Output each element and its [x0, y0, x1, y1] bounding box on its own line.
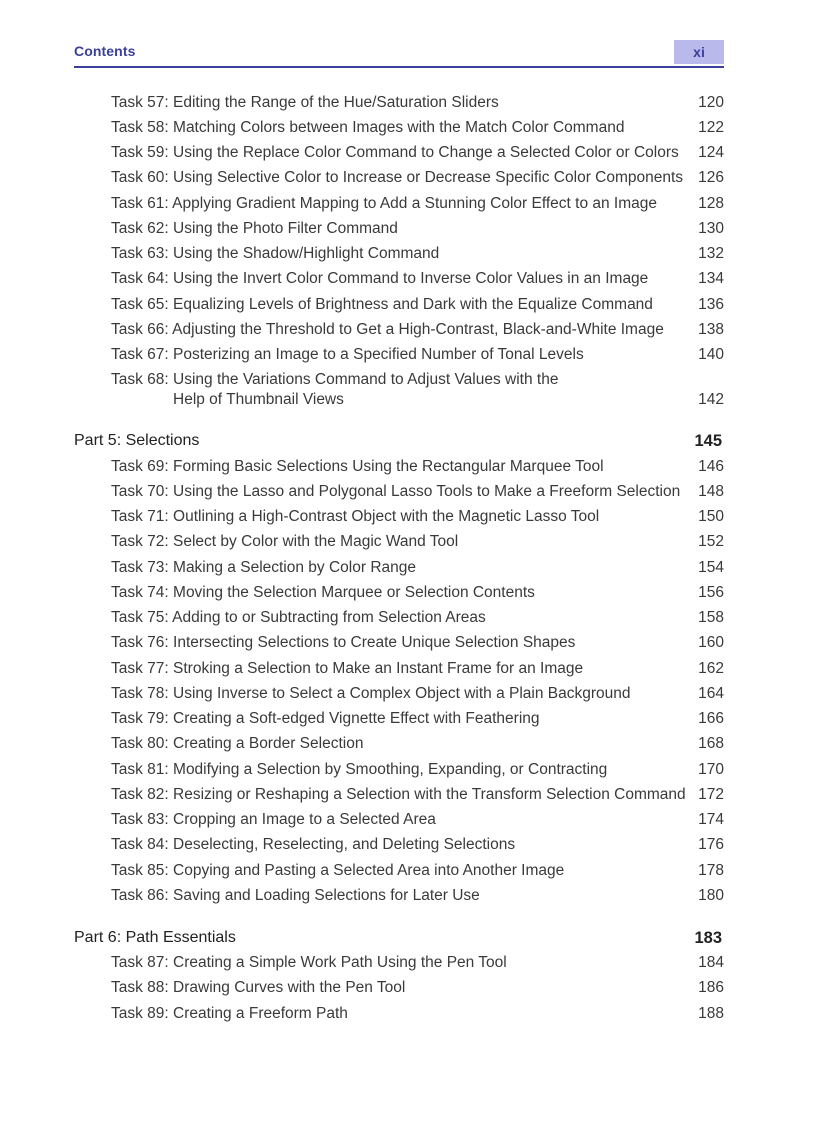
- toc-entry-page: 156: [698, 584, 724, 601]
- toc-entry-page: 148: [698, 483, 724, 500]
- toc-entry-label: Task 58: Matching Colors between Images with the Match Color Command: [111, 119, 625, 136]
- toc-entry-label: Task 82: Resizing or Reshaping a Selection with the Transform Selection Command: [111, 786, 686, 803]
- page-number-tab: xi: [674, 40, 724, 64]
- toc-entry-page: 178: [698, 862, 724, 879]
- toc-entry-label: Task 88: Drawing Curves with the Pen Tool: [111, 979, 406, 996]
- part-page: 183: [694, 929, 722, 947]
- toc-entry-page: 184: [698, 954, 724, 971]
- toc-entry-page: 186: [698, 979, 724, 996]
- toc-entry-label: Task 72: Select by Color with the Magic Wand Tool: [111, 533, 459, 550]
- running-header: [74, 40, 724, 68]
- toc-entry-label: Task 63: Using the Shadow/Highlight Command: [111, 245, 440, 262]
- toc-entry-label: Task 79: Creating a Soft-edged Vignette Effect with Feathering: [111, 710, 540, 727]
- toc-entry-page: 168: [698, 735, 724, 752]
- toc-entry-page: 130: [698, 220, 724, 237]
- toc-entry-label: Task 68: Using the Variations Command to Adjust Values with the: [111, 371, 559, 388]
- toc-entry-page: 166: [698, 710, 724, 727]
- toc-entry-label: Task 81: Modifying a Selection by Smoothing, Expanding, or Contracting: [111, 761, 608, 778]
- toc-entry-page: 120: [698, 94, 724, 111]
- toc-entry-label: Task 70: Using the Lasso and Polygonal Lasso Tools to Make a Freeform Selection: [111, 483, 681, 500]
- toc-entry-label: Task 75: Adding to or Subtracting from Selection Areas: [111, 609, 486, 626]
- toc-entry-label: Task 83: Cropping an Image to a Selected Area: [111, 811, 436, 828]
- toc-entry-page: 140: [698, 346, 724, 363]
- toc-entry-page: 180: [698, 887, 724, 904]
- toc-entry-label: Task 74: Moving the Selection Marquee or Selection Contents: [111, 584, 535, 601]
- toc-entry-label: Task 87: Creating a Simple Work Path Using the Pen Tool: [111, 954, 507, 971]
- toc-entry-page: 154: [698, 559, 724, 576]
- toc-entry-label: Task 67: Posterizing an Image to a Specified Number of Tonal Levels: [111, 346, 584, 363]
- toc-entry-page: 142: [698, 391, 724, 408]
- toc-entry-label-continuation: Help of Thumbnail Views: [173, 391, 344, 408]
- toc-entry-page: 132: [698, 245, 724, 262]
- toc-entry-page: 176: [698, 836, 724, 853]
- toc-entry-label: Task 80: Creating a Border Selection: [111, 735, 364, 752]
- toc-entry-label: Task 86: Saving and Loading Selections for Later Use: [111, 887, 480, 904]
- toc-entry-page: 126: [698, 169, 724, 186]
- toc-entry-label: Task 59: Using the Replace Color Command to Change a Selected Color or Colors: [111, 144, 679, 161]
- header-title: Contents: [74, 43, 136, 59]
- toc-entry-page: 150: [698, 508, 724, 525]
- toc-entry-page: 124: [698, 144, 724, 161]
- toc-entry-label: Task 77: Stroking a Selection to Make an Instant Frame for an Image: [111, 660, 584, 677]
- toc-entry-page: 160: [698, 634, 724, 651]
- toc-entry-page: 164: [698, 685, 724, 702]
- toc-entry-label: Task 73: Making a Selection by Color Range: [111, 559, 416, 576]
- toc-entry-label: Task 60: Using Selective Color to Increase or Decrease Specific Color Components: [111, 169, 684, 186]
- toc-entry-label: Task 89: Creating a Freeform Path: [111, 1005, 348, 1022]
- toc-entry-label: Task 69: Forming Basic Selections Using the Rectangular Marquee Tool: [111, 458, 604, 475]
- toc-entry-page: 134: [698, 270, 724, 287]
- toc-entry-page: 170: [698, 761, 724, 778]
- toc-entry-label: Task 66: Adjusting the Threshold to Get a High-Contrast, Black-and-White Image: [111, 321, 664, 338]
- toc-entry-page: 158: [698, 609, 724, 626]
- toc-entry-page: 136: [698, 296, 724, 313]
- toc-entry-label: Task 76: Intersecting Selections to Create Unique Selection Shapes: [111, 634, 576, 651]
- toc-entry-label: Task 71: Outlining a High-Contrast Object with the Magnetic Lasso Tool: [111, 508, 600, 525]
- toc-entry-page: 188: [698, 1005, 724, 1022]
- toc-entry-label: Task 78: Using Inverse to Select a Complex Object with a Plain Background: [111, 685, 631, 702]
- toc-entry: [74, 370, 724, 410]
- toc-entry-page: 128: [698, 195, 724, 212]
- toc-entry-label: Task 84: Deselecting, Reselecting, and Deleting Selections: [111, 836, 516, 853]
- toc-entry-page: 152: [698, 533, 724, 550]
- toc-entry-page: 138: [698, 321, 724, 338]
- toc-entry-label: Task 62: Using the Photo Filter Command: [111, 220, 398, 237]
- toc-entry-page: 146: [698, 458, 724, 475]
- toc-entry-label: Task 64: Using the Invert Color Command to Inverse Color Values in an Image: [111, 270, 649, 287]
- toc-entry-page: 122: [698, 119, 724, 136]
- toc-entry-label: Task 85: Copying and Pasting a Selected Area into Another Image: [111, 862, 565, 879]
- part-title: Part 5: Selections: [74, 432, 200, 449]
- toc-entry-label: Task 65: Equalizing Levels of Brightness and Dark with the Equalize Command: [111, 296, 653, 313]
- toc-entry-page: 162: [698, 660, 724, 677]
- part-page: 145: [694, 432, 722, 450]
- toc-entry-label: Task 61: Applying Gradient Mapping to Add a Stunning Color Effect to an Image: [111, 195, 658, 212]
- toc-entry-page: 174: [698, 811, 724, 828]
- part-title: Part 6: Path Essentials: [74, 929, 236, 946]
- toc-entry-label: Task 57: Editing the Range of the Hue/Saturation Sliders: [111, 94, 499, 111]
- toc-entry-page: 172: [698, 786, 724, 803]
